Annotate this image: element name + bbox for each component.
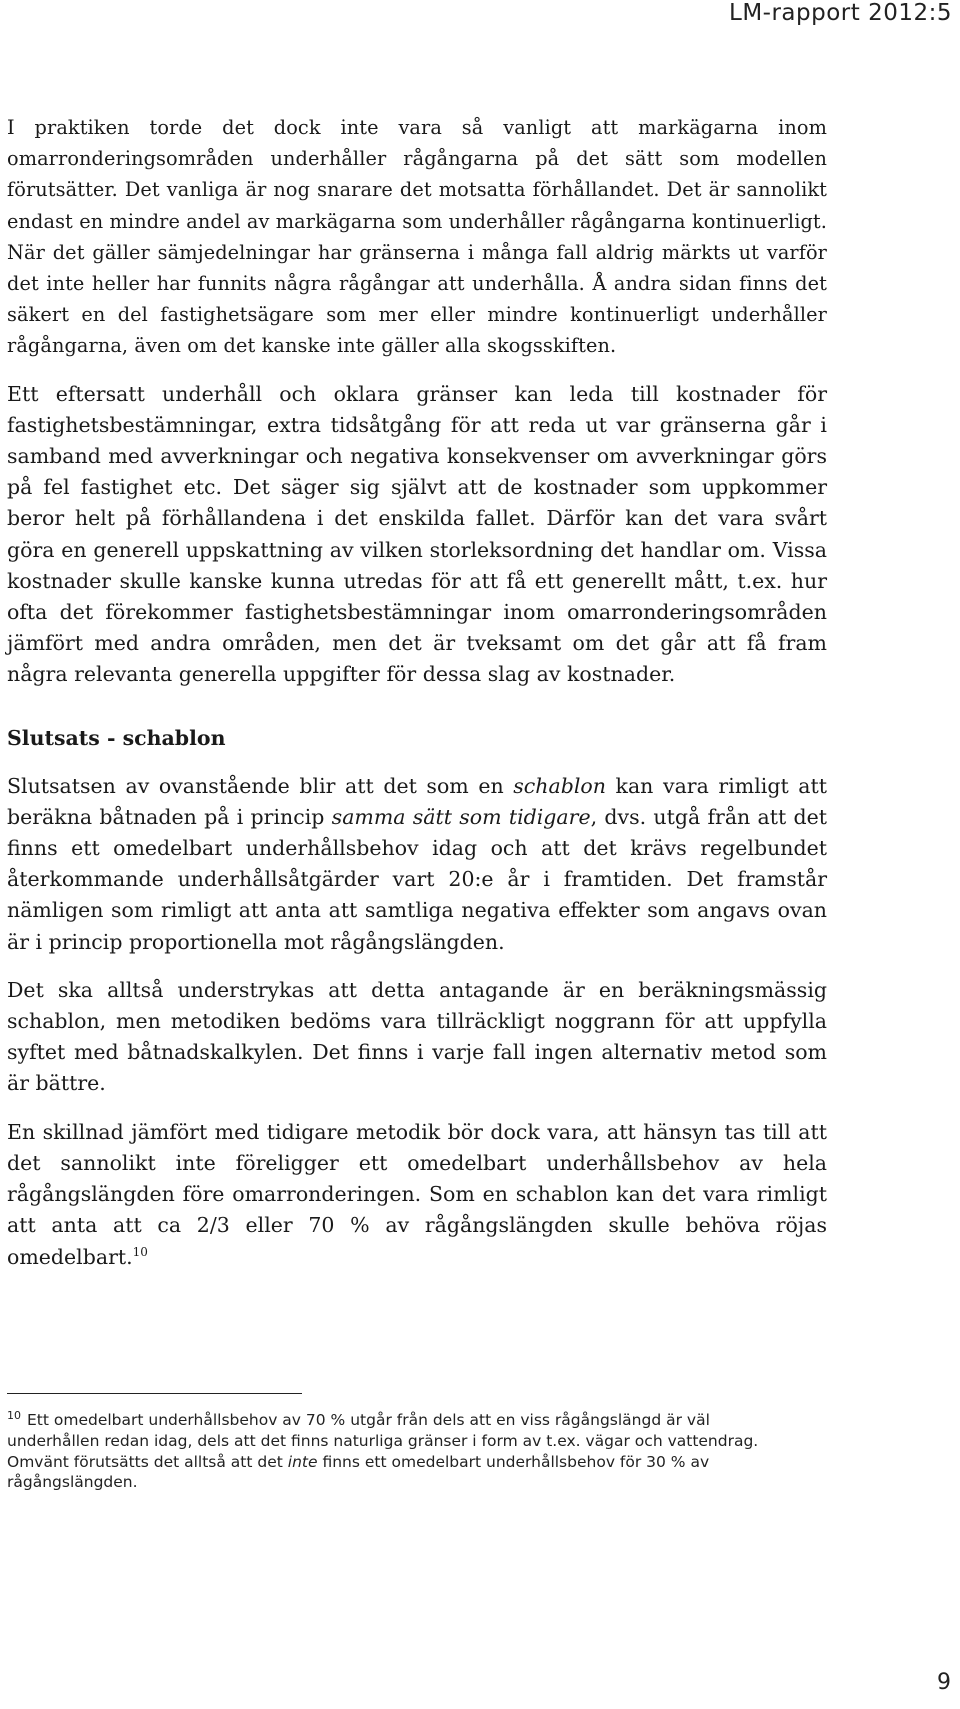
- report-header: LM-rapport 2012:5: [729, 0, 952, 26]
- paragraph-5-text: En skillnad jämfört med tidigare metodik bör dock vara, att hänsyn tas till att det sannolikt inte föreligger ett omedelbart underhållsbehov av hela rågångslängden före omarronderingen. Som en schablon kan det vara rimligt att anta att ca 2/3 eller 70 % av rågångslängden skulle behöva röjas omedelbart.: [7, 1119, 827, 1269]
- footnote-number: 10: [7, 1408, 21, 1422]
- footnote-divider: [7, 1393, 302, 1394]
- paragraph-3-emphasis-a: schablon: [513, 773, 606, 798]
- paragraph-5: [7, 1117, 827, 1273]
- footnote-text-b: finns ett omedelbart underhållsbehov för 30 % av rågångslängden.: [7, 1452, 710, 1492]
- paragraph-1: I praktiken torde det dock inte vara så vanligt att markägarna inom omarronderingsområden underhåller rågångarna på det sätt som modellen förutsätter. Det vanliga är nog snarare det motsatta förhållandet. Det är sannolikt endast en mindre andel av markägarna som underhåller rågångarna kontinuerligt. När det gäller sämjedelningar har gränserna i många fall aldrig märkts ut varför det inte heller har funnits några rågångar att underhålla. Å andra sidan finns det säkert en del fastighetsägare som mer eller mindre kontinuerligt underhåller rågångarna, även om det kanske inte gäller alla skogsskiften.: [7, 116, 827, 358]
- footnote-emphasis: inte: [287, 1452, 318, 1471]
- paragraph-3: [7, 771, 827, 958]
- paragraph-2: Ett eftersatt underhåll och oklara gränser kan leda till kostnader för fastighetsbestämningar, extra tidsåtgång för att reda ut var gränserna går i samband med avverkningar och negativa konsekvenser om avverkningar görs på fel fastighet etc. Det säger sig självt att de kostnader som uppkommer beror helt på förhållandena i det enskilda fallet. Därför kan det vara svårt göra en generell uppskattning av vilken storleksordning det handlar om. Vissa kostnader skulle kanske kunna utredas för att få ett generellt mått, t.ex. hur ofta det förekommer fastighetsbestämningar inom omarronderingsområden jämfört med andra områden, men det är tveksamt om det går att få fram några relevanta generella uppgifter för dessa slag av kostnader.: [7, 381, 827, 687]
- section-heading: Slutsats - schablon: [7, 725, 226, 750]
- paragraph-3-text-c: , dvs. utgå från att det finns ett omedelbart underhållsbehov idag och att det krävs regelbundet återkommande underhållsåtgärder vart 20:e år i framtiden. Det framstår nämligen som rimligt att anta att samtliga negativa effekter som angavs ovan är i princip proportionella mot rågångslängden.: [7, 804, 827, 954]
- document-body: [7, 112, 827, 1290]
- footnote-text: [7, 1408, 759, 1492]
- footnote-text-a: Ett omedelbart underhållsbehov av 70 % utgår från dels att en viss rågångslängd är väl underhållen redan idag, dels att det finns naturliga gränser i form av t.ex. vägar och vattendrag. Omvänt förutsätts det alltså att det: [7, 1411, 759, 1471]
- paragraph-3-emphasis-b: samma sätt som tidigare: [331, 804, 591, 829]
- footnote-reference[interactable]: 10: [132, 1244, 148, 1259]
- page-number: 9: [937, 1670, 951, 1695]
- paragraph-3-text-b: kan vara rimligt att beräkna båtnaden på i princip: [7, 773, 827, 829]
- paragraph-4: Det ska alltså understrykas att detta antagande är en beräkningsmässig schablon, men metodiken bedöms vara tillräckligt noggrann för att uppfylla syftet med båtnadskalkylen. Det finns i varje fall ingen alternativ metod som är bättre.: [7, 977, 827, 1096]
- paragraph-3-text-a: Slutsatsen av ovanstående blir att det som en: [7, 773, 514, 798]
- footnote: [7, 1410, 767, 1493]
